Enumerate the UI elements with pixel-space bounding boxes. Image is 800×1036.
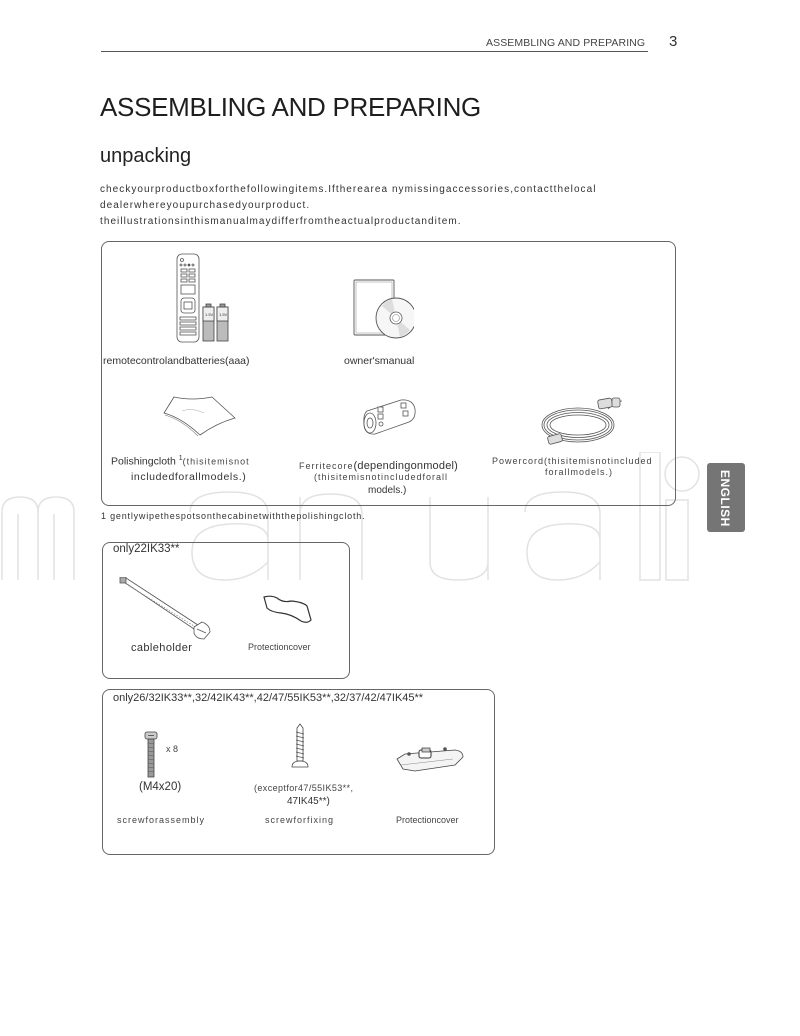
fixing-screw-icon bbox=[289, 723, 311, 773]
assembly-screw-spec: (M4x20) bbox=[139, 781, 182, 793]
language-tab-label: ENGLISH bbox=[718, 470, 732, 527]
cable-holder-icon bbox=[118, 577, 213, 642]
ferrite-core-note-2: models.) bbox=[368, 485, 407, 496]
power-cord-label: Powercord(thisitemisnotincluded bbox=[492, 456, 653, 466]
protection-cover-icon bbox=[261, 594, 313, 626]
svg-text:1.5V: 1.5V bbox=[205, 312, 214, 317]
ferrite-core-note: (thisitemisnotincludedforall bbox=[314, 472, 449, 482]
header-divider bbox=[101, 51, 648, 52]
fixing-screw-note-2: 47IK45**) bbox=[287, 796, 330, 807]
assembly-screw-quantity: x 8 bbox=[166, 744, 179, 754]
svg-text:1.5V: 1.5V bbox=[219, 312, 228, 317]
intro-line-2: dealerwhereyoupurchasedyourproduct. bbox=[100, 200, 311, 211]
polishing-cloth-label: Polishingcloth $^1$(thisitemisnot bbox=[111, 455, 250, 468]
intro-line-3: theillustrationsinthismanualmaydifferfromtheactualproductanditem. bbox=[100, 216, 462, 227]
footnote: 1 gentlywipethespotsonthecabinetwiththepolishingcloth. bbox=[101, 511, 366, 521]
protection-cover-label-22: Protectioncover bbox=[248, 642, 311, 652]
fixing-screw-label: screwforfixing bbox=[265, 815, 335, 825]
polishing-cloth-note: includedforallmodels.) bbox=[131, 471, 247, 483]
owners-manual-cd-icon bbox=[352, 278, 414, 340]
running-header-section: ASSEMBLING AND PREPARING bbox=[486, 37, 646, 49]
owners-manual-label: owner'smanual bbox=[344, 355, 415, 367]
fixing-screw-note: (exceptfor47/55IK53**, bbox=[254, 783, 354, 793]
intro-line-1: checkyourproductboxforthefollowingitems.Iftherearea nymissingaccessories,contactthelocal bbox=[100, 184, 597, 195]
language-tab-english bbox=[707, 463, 745, 532]
power-cord-icon bbox=[538, 395, 628, 447]
remote-control-batteries-icon bbox=[172, 253, 242, 345]
page-title: ASSEMBLING AND PREPARING bbox=[100, 92, 481, 122]
ferrite-core-icon bbox=[361, 397, 417, 437]
cable-holder-label: cableholder bbox=[131, 642, 193, 654]
assembly-screw-label: screwforassembly bbox=[117, 815, 206, 825]
page-number: 3 bbox=[669, 33, 678, 50]
section-subtitle: unpacking bbox=[100, 145, 192, 167]
protection-cover-label-multi: Protectioncover bbox=[396, 815, 459, 825]
power-cord-note: forallmodels.) bbox=[545, 467, 614, 477]
intro-paragraph bbox=[100, 182, 597, 230]
multi-model-heading: only26/32IK33**,32/42IK43**,42/47/55IK53**,32/37/42/47IK45** bbox=[113, 692, 424, 704]
ferrite-core-label: Ferritecore(dependingonmodel) bbox=[299, 460, 459, 472]
assembly-screw-icon bbox=[142, 731, 160, 779]
model-22-heading: only22IK33** bbox=[113, 543, 180, 555]
remote-control-label: remotecontrolandbatteries(aaa) bbox=[103, 355, 250, 367]
polishing-cloth-icon bbox=[162, 393, 237, 438]
protection-cover-icon bbox=[395, 745, 465, 775]
